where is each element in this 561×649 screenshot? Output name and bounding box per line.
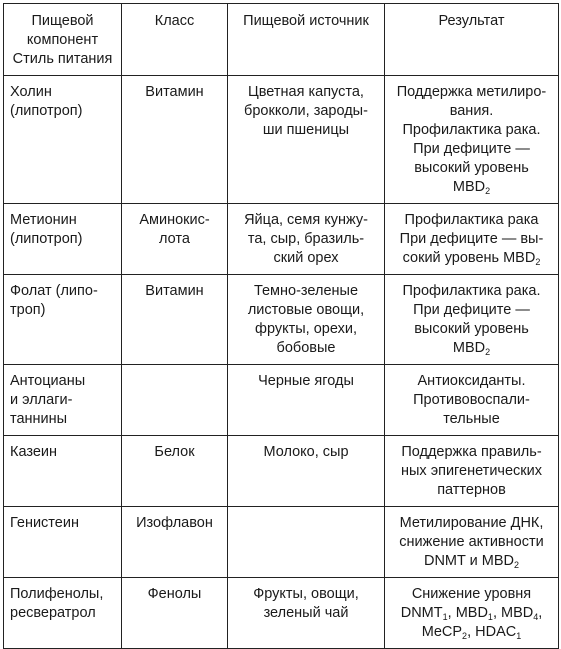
table-row (4, 275, 559, 365)
header-line: Пищевой источник (243, 13, 369, 29)
cell-class (122, 436, 228, 507)
text-run: Метилирование ДНК, (399, 515, 544, 531)
text-run: При дефиците — (413, 302, 530, 318)
subscript: 1 (516, 631, 522, 641)
cell-line: Фрукты, овощи, (253, 586, 359, 602)
cell-line: Фолат (липо- (10, 283, 98, 299)
cell-line (391, 83, 552, 102)
text-run: MBD (452, 179, 486, 195)
cell-line (391, 159, 552, 178)
text-run: паттернов (437, 482, 506, 498)
cell-result (385, 436, 559, 507)
header-food-source (228, 4, 385, 76)
cell-result (385, 365, 559, 436)
cell-food-source (228, 76, 385, 204)
subscript: 4 (533, 612, 539, 622)
cell-line: Белок (154, 444, 195, 460)
cell-line (391, 249, 552, 268)
subscript: 2 (485, 186, 491, 196)
text-run: сокий уровень MBD (402, 250, 536, 266)
table-row (4, 436, 559, 507)
cell-line: ши пшеницы (262, 122, 350, 138)
text-run: Профилактика рака. (402, 122, 541, 138)
cell-line (391, 533, 552, 552)
cell-result (385, 204, 559, 275)
cell-line: Фенолы (147, 586, 202, 602)
cell-line (391, 391, 552, 410)
cell-line: Холин (10, 84, 52, 100)
header-result (385, 4, 559, 76)
text-run: DNMT (400, 605, 443, 621)
cell-class (122, 365, 228, 436)
cell-line (391, 552, 552, 571)
cell-line (391, 211, 552, 230)
cell-line (391, 178, 552, 197)
cell-line: ресвератрол (10, 605, 96, 621)
cell-line (391, 410, 552, 429)
text-run: вания. (449, 103, 494, 119)
cell-line: фрукты, орехи, (255, 321, 357, 337)
cell-line (391, 140, 552, 159)
cell-food-source (228, 275, 385, 365)
header-line: Стиль питания (12, 51, 113, 67)
cell-component (4, 578, 122, 649)
cell-class (122, 275, 228, 365)
text-run: высокий уровень (414, 321, 529, 337)
text-run: Профилактика рака. (402, 283, 541, 299)
cell-line: (липотроп) (10, 231, 83, 247)
cell-line: брокколи, зароды- (244, 103, 368, 119)
text-run: , MBD (447, 605, 488, 621)
cell-line: лота (159, 231, 190, 247)
text-run: MeCP (421, 624, 463, 640)
cell-result (385, 76, 559, 204)
cell-class (122, 507, 228, 578)
cell-line (391, 102, 552, 121)
cell-line (391, 121, 552, 140)
cell-food-source (228, 365, 385, 436)
cell-line: ский орех (273, 250, 339, 266)
cell-component (4, 204, 122, 275)
cell-line: Яйца, семя кунжу- (244, 212, 368, 228)
text-run: , MBD (492, 605, 534, 621)
text-run: ных эпигенетических (401, 463, 542, 479)
cell-line: Антоцианы (10, 373, 86, 389)
cell-line: бобовые (276, 340, 336, 356)
cell-line: зеленый чай (263, 605, 349, 621)
text-run: Снижение уровня (411, 586, 532, 602)
cell-component (4, 507, 122, 578)
cell-line: таннины (10, 411, 68, 427)
cell-line: Полифенолы, (10, 586, 104, 602)
cell-line (391, 339, 552, 358)
text-run: , (538, 605, 543, 621)
cell-result (385, 578, 559, 649)
cell-component (4, 275, 122, 365)
cell-line: (липотроп) (10, 103, 83, 119)
text-run: Антиоксиданты. (417, 373, 526, 389)
text-run: Поддержка метилиро- (396, 84, 547, 100)
cell-component (4, 365, 122, 436)
cell-line: листовые овощи, (247, 302, 365, 318)
subscript: 1 (487, 612, 493, 622)
table-row (4, 204, 559, 275)
text-run: высокий уровень (414, 160, 529, 176)
cell-line (391, 585, 552, 604)
text-run: DNMT и MBD (423, 553, 514, 569)
cell-line: и эллаги- (10, 392, 73, 408)
cell-component (4, 436, 122, 507)
header-line: Результат (438, 13, 505, 29)
cell-line: Темно-зеленые (253, 283, 359, 299)
cell-line (391, 604, 552, 623)
table-row (4, 76, 559, 204)
subscript: 2 (462, 631, 468, 641)
cell-line (391, 282, 552, 301)
cell-line (391, 372, 552, 391)
cell-line (391, 481, 552, 500)
header-class (122, 4, 228, 76)
cell-line: Цветная капуста, (248, 84, 364, 100)
cell-line: Метионин (10, 212, 77, 228)
cell-class (122, 578, 228, 649)
cell-food-source (228, 578, 385, 649)
text-run: снижение активности (399, 534, 544, 550)
cell-line: Витамин (145, 283, 204, 299)
cell-food-source (228, 507, 385, 578)
cell-result (385, 507, 559, 578)
subscript: 1 (442, 612, 448, 622)
header-line: Пищевой (31, 13, 94, 29)
cell-line: Витамин (145, 84, 204, 100)
cell-line (391, 623, 552, 642)
cell-class (122, 76, 228, 204)
text-run: При дефиците — вы- (399, 231, 544, 247)
cell-line: Изофлавон (136, 515, 213, 531)
cell-line (391, 462, 552, 481)
text-run: MBD (452, 340, 486, 356)
table-row (4, 507, 559, 578)
cell-line: Черные ягоды (258, 373, 354, 389)
header-line: Класс (154, 13, 195, 29)
table-header-row (4, 4, 559, 76)
cell-line: Генистеин (10, 515, 79, 531)
cell-food-source (228, 436, 385, 507)
text-run: , HDAC (467, 624, 517, 640)
cell-line: Аминокис- (139, 212, 210, 228)
cell-food-source (228, 204, 385, 275)
header-line: компонент (26, 32, 99, 48)
text-run: Поддержка правиль- (401, 444, 542, 460)
text-run: тельные (443, 411, 500, 427)
cell-line: та, сыр, бразиль- (247, 231, 365, 247)
cell-line: троп) (10, 302, 46, 318)
header-component (4, 4, 122, 76)
text-run: При дефиците — (413, 141, 530, 157)
table-row (4, 365, 559, 436)
nutrition-epigenetics-table-container (3, 3, 558, 649)
cell-line (391, 514, 552, 533)
subscript: 2 (535, 257, 541, 267)
table-row (4, 578, 559, 649)
cell-line: Казеин (10, 444, 58, 460)
cell-line (391, 320, 552, 339)
subscript: 2 (485, 347, 491, 357)
cell-line: Молоко, сыр (263, 444, 349, 460)
cell-component (4, 76, 122, 204)
cell-line (391, 301, 552, 320)
cell-line (391, 230, 552, 249)
cell-line (391, 443, 552, 462)
subscript: 2 (513, 560, 519, 570)
cell-class (122, 204, 228, 275)
nutrition-epigenetics-table (3, 3, 559, 649)
text-run: Противовоспали- (413, 392, 530, 408)
table-body (4, 76, 559, 649)
cell-result (385, 275, 559, 365)
text-run: Профилактика рака (404, 212, 539, 228)
